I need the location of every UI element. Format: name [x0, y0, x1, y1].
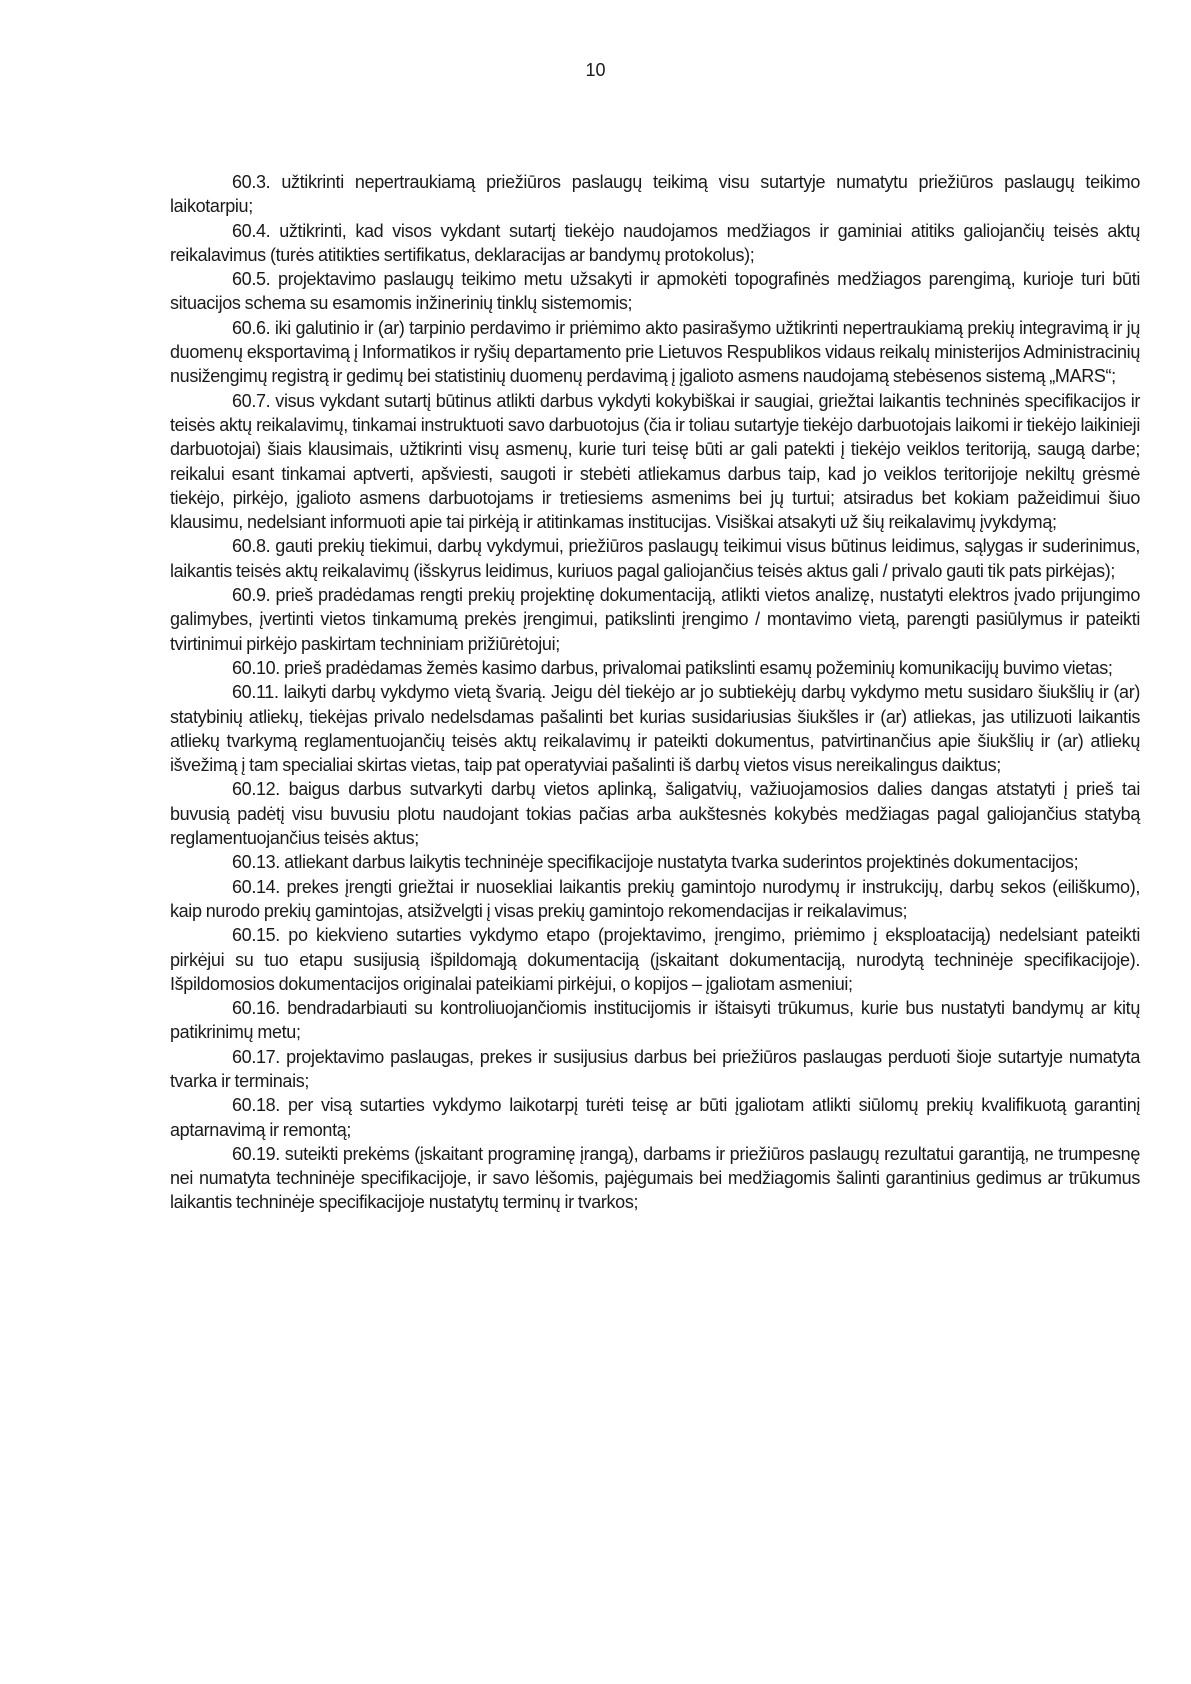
clause-60-18: 60.18. per visą sutarties vykdymo laikotarpį turėti teisę ar būti įgaliotam atlikti siūlomų prekių kvalifikuotą garantinį aptarnavimą ir remontą;	[170, 1095, 1140, 1140]
clause-60-16: 60.16. bendradarbiauti su kontroliuojančiomis institucijomis ir ištaisyti trūkumus, kurie bus nustatyti bandymų ar kitų patikrinimų metu;	[170, 998, 1140, 1043]
document-body	[170, 170, 1140, 1215]
clause-60-6: 60.6. iki galutinio ir (ar) tarpinio perdavimo ir priėmimo akto pasirašymo užtikrinti nepertraukiamą prekių integravimą ir jų duomenų eksportavimą į Informatikos ir ryšių departamento prie Lietuvos Respublikos vidaus reikalų ministerijos Administracinių nusižengimų registrą ir gedimų bei statistinių duomenų perdavimą į įgalioto asmens naudojamą stebėsenos sistemą „MARS“;	[170, 317, 1140, 387]
clause-60-12: 60.12. baigus darbus sutvarkyti darbų vietos aplinką, šaligatvių, važiuojamosios dalies dangas atstatyti į prieš tai buvusią padėtį visu buvusiu plotu naudojant tokias pačias arba aukštesnės kokybės medžiagas pagal galiojančius statybą reglamentuojančius teisės aktus;	[170, 779, 1140, 849]
clause-60-4: 60.4. užtikrinti, kad visos vykdant sutartį tiekėjo naudojamos medžiagos ir gaminiai atitiks galiojančių teisės aktų reikalavimus (turės atitikties sertifikatus, deklaracijas ar bandymų protokolus);	[170, 220, 1140, 265]
clause-60-10: 60.10. prieš pradėdamas žemės kasimo darbus, privalomai patikslinti esamų požeminių komunikacijų buvimo vietas;	[232, 657, 1113, 678]
clause-60-11: 60.11. laikyti darbų vykdymo vietą švarią. Jeigu dėl tiekėjo ar jo subtiekėjų darbų vykdymo metu susidaro šiukšlių ir (ar) statybinių atliekų, tiekėjas privalo nedelsdamas pašalinti bet kurias susidariusias šiukšles ir (ar) atliekas, jas utilizuoti laikantis atliekų tvarkymą reglamentuojančių teisės aktų reikalavimų ir pateikti dokumentus, patvirtinančius apie šiukšlių ir (ar) atliekų išvežimą į tam specialiai skirtas vietas, taip pat operatyviai pašalinti iš darbų vietos visus nereikalingus daiktus;	[170, 682, 1140, 776]
clause-60-17: 60.17. projektavimo paslaugas, prekes ir susijusius darbus bei priežiūros paslaugas perduoti šioje sutartyje numatyta tvarka ir terminais;	[170, 1046, 1140, 1091]
page-number: 10	[585, 60, 606, 80]
clause-60-15: 60.15. po kiekvieno sutarties vykdymo etapo (projektavimo, įrengimo, priėmimo į eksploataciją) nedelsiant pateikti pirkėjui su tuo etapu susijusią išpildomąją dokumentaciją (įskaitant dokumentaciją, nurodytą techninėje specifikacijoje). Išpildomosios dokumentacijos originalai pateikiami pirkėjui, o kopijos – įgaliotam asmeniui;	[170, 925, 1140, 994]
clause-60-5: 60.5. projektavimo paslaugų teikimo metu užsakyti ir apmokėti topografinės medžiagos parengimą, kurioje turi būti situacijos schema su esamomis inžinerinių tinklų sistemomis;	[170, 269, 1140, 314]
clause-60-19: 60.19. suteikti prekėms (įskaitant programinę įrangą), darbams ir priežiūros paslaugų rezultatui garantiją, ne trumpesnę nei numatyta techninėje specifikacijoje, ir savo lėšomis, pajėgumais bei medžiagomis šalinti garantinius gedimus ar trūkumus laikantis techninėje specifikacijoje nustatytų terminų ir tvarkos;	[170, 1143, 1140, 1213]
clause-60-13: 60.13. atliekant darbus laikytis techninėje specifikacijoje nustatyta tvarka suderintos projektinės dokumentacijos;	[232, 852, 1079, 873]
clause-60-8: 60.8. gauti prekių tiekimui, darbų vykdymui, priežiūros paslaugų teikimui visus būtinus leidimus, sąlygas ir suderinimus, laikantis teisės aktų reikalavimų (išskyrus leidimus, kuriuos pagal galiojančius teisės aktus gali / privalo gauti tik pats pirkėjas);	[170, 536, 1140, 581]
clause-60-9: 60.9. prieš pradėdamas rengti prekių projektinę dokumentaciją, atlikti vietos analizę, nustatyti elektros įvado prijungimo galimybes, įvertinti vietos tinkamumą prekės įrengimui, patikslinti įrengimo / montavimo vietą, parengti pasiūlymus ir pateikti tvirtinimui pirkėjo paskirtam techniniam prižiūrėtojui;	[170, 585, 1140, 654]
clause-60-14: 60.14. prekes įrengti griežtai ir nuosekliai laikantis prekių gamintojo nurodymų ir instrukcijų, darbų sekos (eiliškumo), kaip nurodo prekių gamintojas, atsižvelgti į visas prekių gamintojo rekomendacijas ir reikalavimus;	[170, 876, 1140, 921]
clause-60-7: 60.7. visus vykdant sutartį būtinus atlikti darbus vykdyti kokybiškai ir saugiai, griežtai laikantis techninės specifikacijos ir teisės aktų reikalavimų, tinkamai instruktuoti savo darbuotojus (čia ir toliau sutartyje tiekėjo darbuotojais laikomi ir tiekėjo laikinieji darbuotojai) šiais klausimais, užtikrinti visų asmenų, kurie turi teisę būti ar gali patekti į tiekėjo veiklos teritoriją, saugą darbe; reikalui esant tinkamai aptverti, apšviesti, saugoti ir stebėti atliekamus darbus taip, kad jo veiklos teritorijoje nekiltų grėsmė tiekėjo, pirkėjo, įgalioto asmens darbuotojams ir tretiesiems asmenims bei jų turtui; atsiradus bet kokiam pažeidimui šiuo klausimu, nedelsiant informuoti apie tai pirkėją ir atitinkamas institucijas. Visiškai atsakyti už šių reikalavimų įvykdymą;	[170, 390, 1140, 533]
clause-60-3: 60.3. užtikrinti nepertraukiamą priežiūros paslaugų teikimą visu sutartyje numatytu priežiūros paslaugų teikimo laikotarpiu;	[170, 172, 1140, 217]
